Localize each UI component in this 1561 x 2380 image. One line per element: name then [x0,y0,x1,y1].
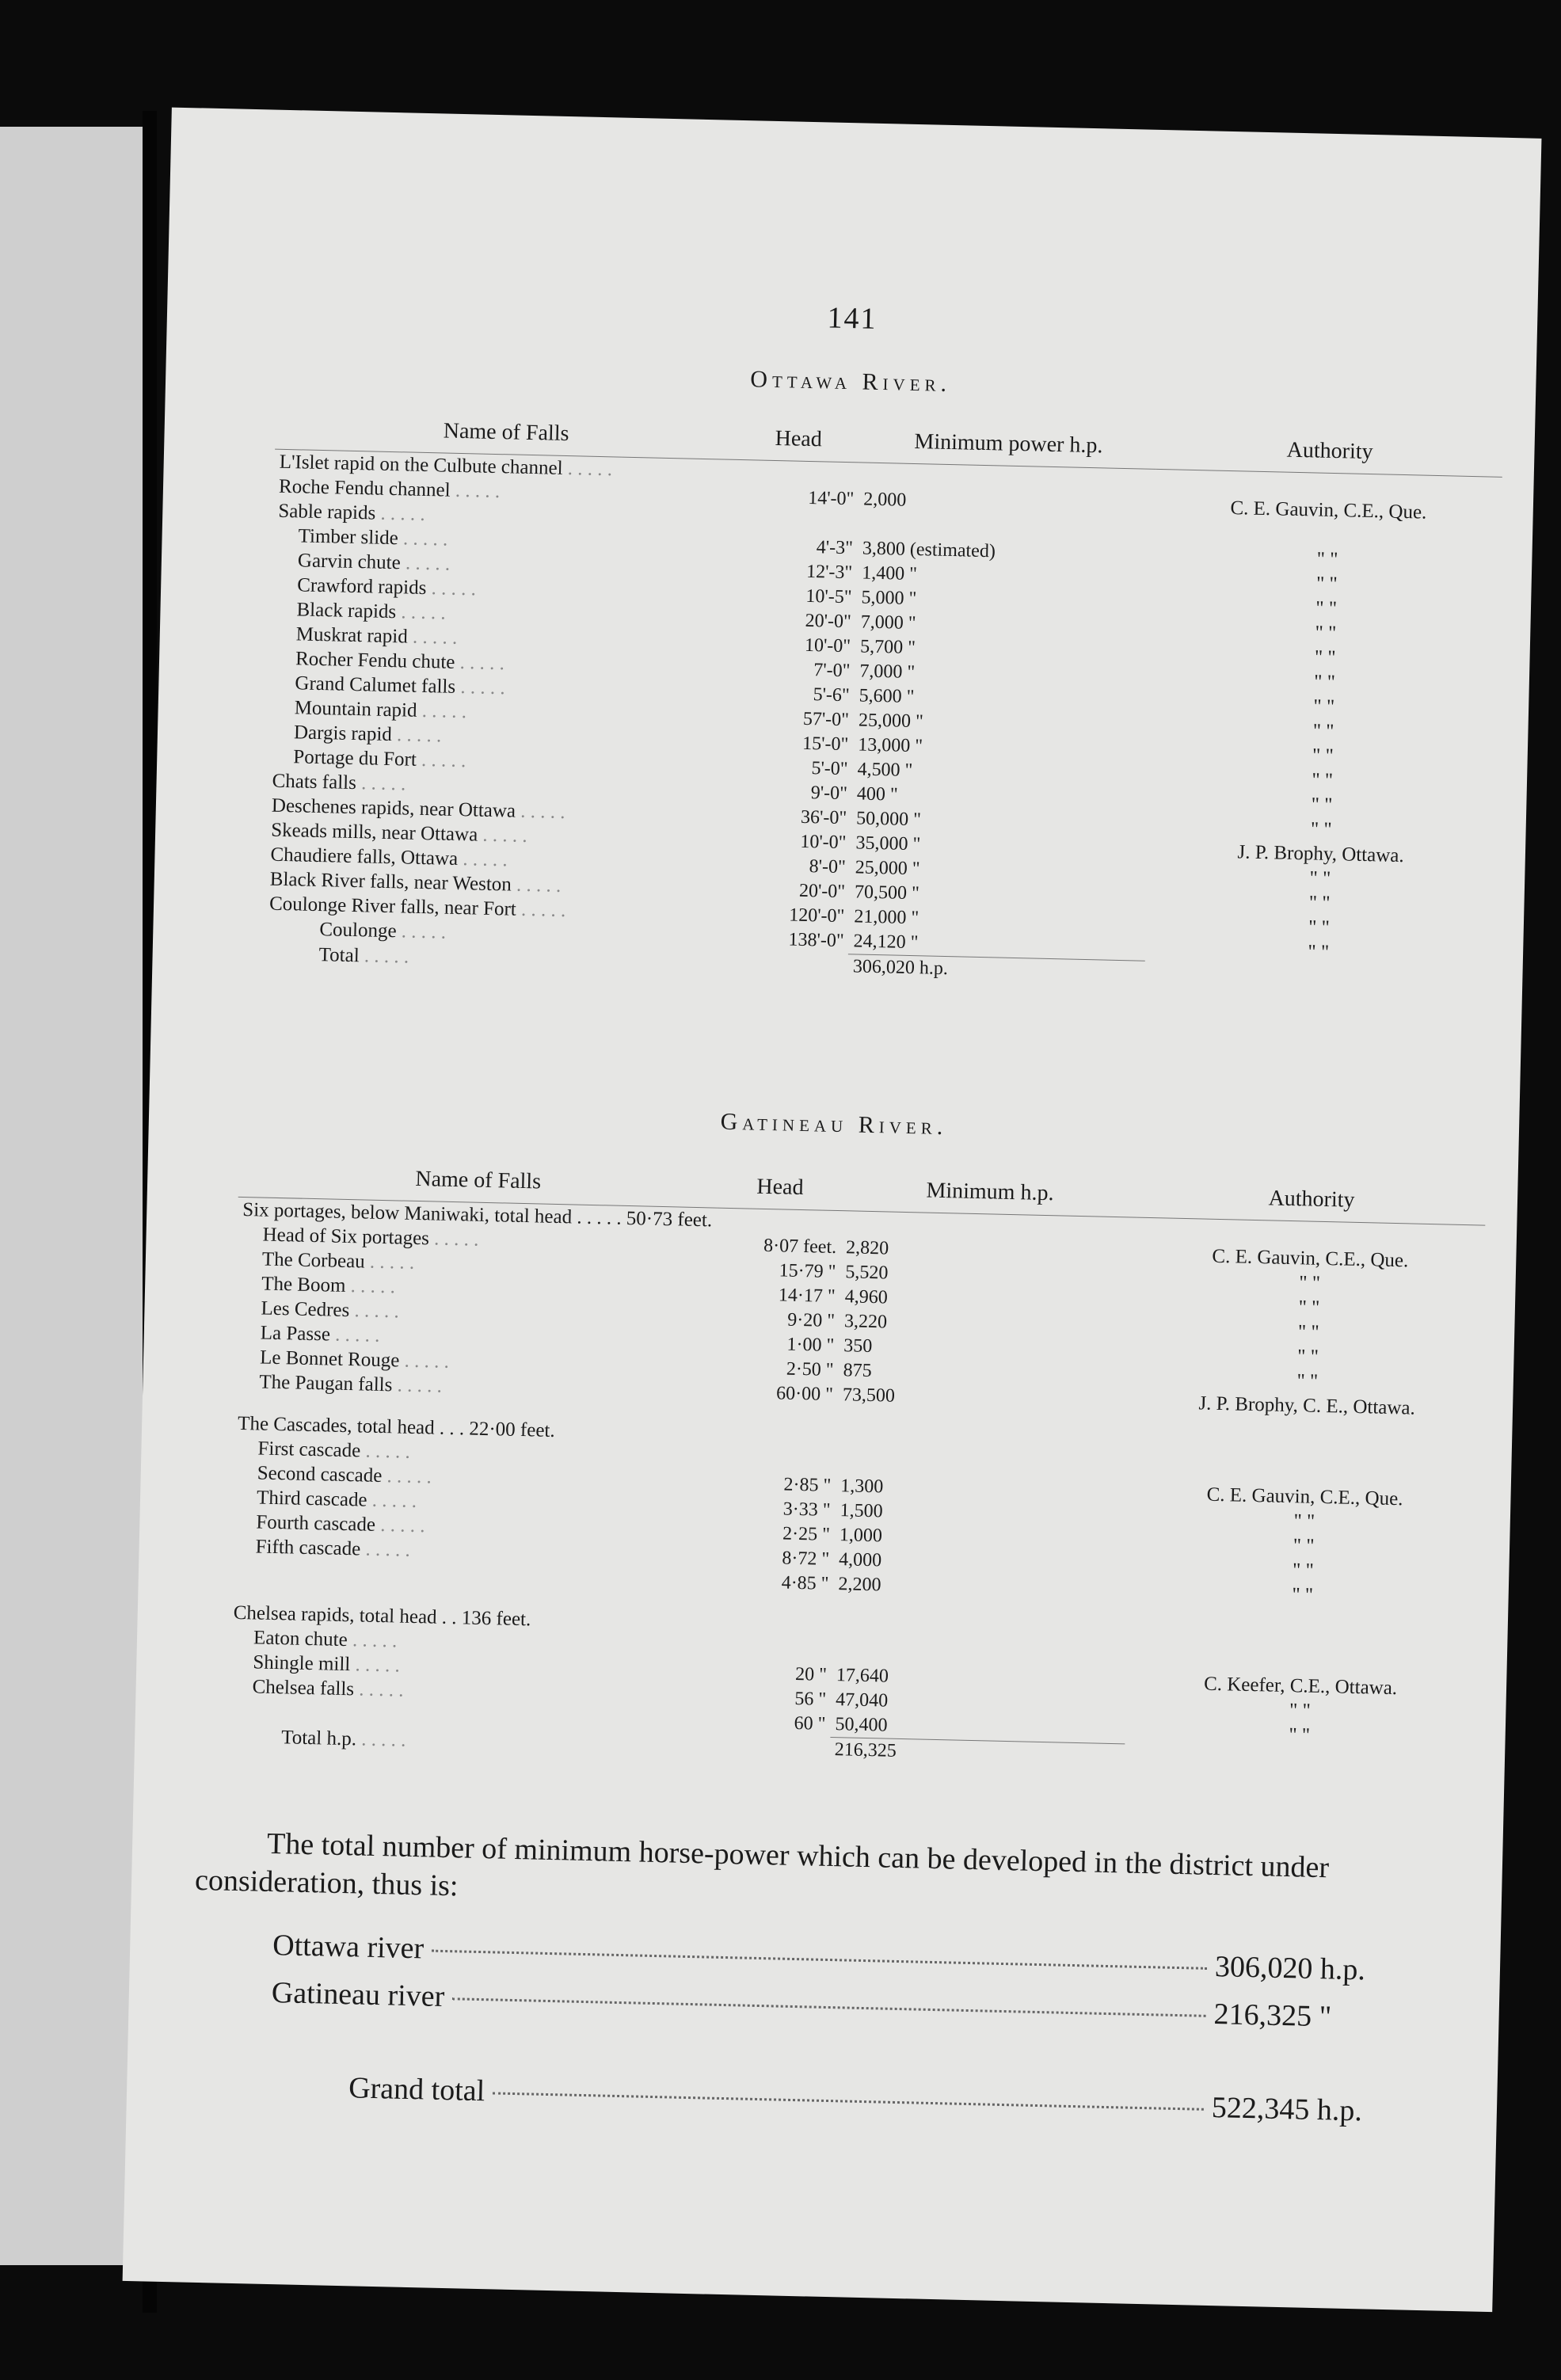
facing-page-edge [0,127,150,2265]
head-cell: 57'-0" [802,708,850,731]
total-label: Total . . . [263,941,725,977]
summary-label: Gatineau river [271,1976,445,2014]
col-name-header: Name of Falls [238,1155,718,1208]
authority-cell: " " [1312,744,1334,767]
head-cell: 8·07 feet. [763,1235,837,1258]
authority-cell: " " [1296,1346,1319,1368]
falls-name-cell: Shingle mill . . . [227,1650,706,1685]
falls-name-cell: Head of Six portages . . . [237,1222,716,1258]
falls-name-cell: Le Bonnet Rouge . . . [234,1345,714,1380]
head-cell: 10'-0" [804,634,851,657]
power-cell: 4,000 [838,1549,882,1571]
power-cell: 400 " [856,783,898,805]
head-cell [736,459,859,487]
authority-cell: C. E. Gauvin, C.E., Que. [1212,1245,1409,1272]
authority-cell: " " [1315,597,1338,620]
authority-cell: " " [1293,1535,1315,1557]
authority-cell: " " [1308,916,1331,939]
gatineau-falls-table [226,1155,1487,1777]
head-cell: 3·33 " [782,1498,831,1521]
authority-cell: " " [1314,646,1336,669]
falls-name-cell: Roche Fendu channel . . . [274,474,736,509]
head-cell [707,1594,833,1639]
falls-name-cell: La Passe . . . [234,1320,714,1356]
falls-name-cell: Grand Calumet falls . . . [269,671,731,706]
head-cell [707,1636,832,1663]
head-cell: 138'-0" [788,929,844,952]
summary-label: Ottawa river [272,1929,425,1966]
grand-total-line [348,2069,1411,2131]
dot-leader [493,2092,1204,2110]
power-cell: 7,000 " [859,661,916,684]
power-cell: 350 [843,1335,873,1358]
falls-name-cell: Garvin chute . . . [272,548,734,583]
power-cell: 4,500 " [857,759,913,782]
power-cell: 21,000 " [854,906,919,929]
dot-leader [452,1997,1205,2017]
head-cell: 2·85 " [783,1474,832,1496]
authority-cell: " " [1313,671,1336,694]
head-cell: 56 " [794,1688,827,1710]
falls-name-cell: Black River falls, near Weston . . . [265,867,726,902]
col-head-header: Head [717,1166,843,1211]
authority-cell: " " [1315,622,1337,645]
power-cell: 3,220 [843,1311,888,1333]
total-value: 216,325 [829,1737,1125,1769]
falls-name-cell: Chats falls . . . [267,769,729,804]
falls-name-cell: Coulonge River falls, near Fort . . . [265,892,726,927]
col-power-header: Minimum h.p. [842,1168,1138,1217]
falls-name-cell: Third cascade . . . [231,1485,710,1521]
power-cell: 70,500 " [854,882,920,904]
authority-cell: J. P. Brophy, C. E., Ottawa. [1198,1392,1416,1419]
col-power-header: Minimum power h.p. [859,420,1157,469]
falls-name-cell: Chelsea rapids, total head . . 136 feet. [233,1601,531,1631]
falls-name-cell: Dargis rapid . . . [268,720,730,755]
total-head-blank [705,1735,830,1762]
falls-name-cell: Les Cedres . . . [235,1296,714,1331]
authority-cell: " " [1315,573,1338,596]
document-page [123,108,1542,2313]
power-cell: 13,000 " [858,734,923,757]
head-cell: 5'-6" [813,684,851,706]
authority-cell: " " [1296,1370,1319,1392]
head-cell: 9'-0" [810,783,848,805]
power-cell: 7,000 " [860,611,916,634]
dot-leader [432,1950,1207,1970]
authority-cell: " " [1292,1559,1315,1582]
page-number: 141 [827,301,878,336]
falls-name-cell: The Corbeau . . . [237,1247,716,1282]
power-cell: 73,500 [842,1384,896,1407]
head-cell: 20 " [794,1663,828,1685]
head-cell: 36'-0" [800,806,847,829]
falls-name-cell: Mountain rapid . . . [268,695,730,730]
authority-cell: " " [1311,794,1333,817]
authority-cell: " " [1292,1584,1314,1606]
falls-name-cell: Muskrat rapid . . . [271,622,733,657]
falls-name-cell: Six portages, below Maniwaki, total head . . . . . 50·73 feet. [242,1198,713,1232]
power-cell: 1,500 [840,1500,883,1522]
power-cell: 17,640 [836,1665,889,1687]
falls-name-cell: Sable rapids . . . [273,499,735,534]
authority-cell: " " [1312,720,1334,743]
total-head-blank [725,951,848,979]
power-cell: 2,000 [863,489,907,511]
power-cell: 47,040 [835,1689,889,1712]
head-cell: 14·17 " [778,1285,836,1307]
power-cell: 25,000 " [855,857,920,880]
falls-name-cell: Crawford rapids . . . [272,573,733,607]
power-cell: 50,400 [835,1714,888,1736]
power-cell: 5,000 " [861,587,917,610]
grand-total-label: Grand total [348,2071,485,2108]
authority-cell: " " [1312,769,1334,792]
authority-cell: C. E. Gauvin, C.E., Que. [1206,1483,1403,1510]
head-cell [717,1208,842,1236]
summary-value: 306,020 h.p. [1214,1950,1366,1987]
head-cell: 2·50 " [786,1358,834,1380]
power-cell: 2,820 [845,1237,889,1259]
col-authority-header: Authority [1137,1175,1487,1225]
falls-name-cell: Chaudiere falls, Ottawa . . . [265,843,727,878]
head-cell: 8·72 " [782,1548,830,1570]
head-cell: 20'-0" [798,880,846,903]
total-value: 306,020 h.p. [848,954,1146,986]
authority-cell: J. P. Brophy, Ottawa. [1237,841,1404,867]
power-cell: 1,400 " [861,562,918,585]
authority-cell: " " [1313,695,1335,718]
authority-cell: " " [1310,818,1332,841]
head-cell [711,1446,836,1474]
head-cell: 120'-0" [788,904,845,927]
power-cell: 5,600 " [859,685,915,708]
head-cell: 5'-0" [811,758,848,780]
ottawa-table-body [263,449,1502,993]
authority-cell: C. E. Gauvin, C.E., Que. [1230,497,1427,524]
head-cell: 2·25 " [782,1523,831,1545]
power-cell: 25,000 " [858,710,924,733]
authority-cell: " " [1298,1297,1320,1319]
falls-name-cell: Coulonge . . . [264,916,725,952]
head-cell: 20'-0" [805,610,852,633]
total-label: Total h.p. . . . [226,1723,705,1759]
authority-cell: C. Keefer, C.E., Ottawa. [1203,1673,1398,1700]
ottawa-river-heading: Ottawa River. [750,366,952,398]
head-cell: 1·00 " [786,1334,835,1356]
falls-name-cell: L'Islet rapid on the Culbute channel . . . [274,449,736,485]
head-cell: 12'-3" [805,561,853,584]
head-cell: 9·20 " [786,1309,836,1331]
head-cell: 60 " [794,1712,826,1735]
authority-cell: " " [1297,1321,1319,1343]
head-cell: 8'-0" [809,856,847,878]
power-cell: 24,120 " [853,931,919,954]
head-cell: 7'-0" [813,660,851,682]
head-cell: 60·00 " [775,1383,834,1405]
falls-name-cell: Deschenes rapids, near Ottawa . . . [267,794,729,828]
power-cell: 5,520 [845,1262,889,1284]
falls-name-cell: Rocher Fendu chute . . . [270,646,732,681]
falls-name-cell: Fourth cascade . . . [230,1510,710,1545]
falls-name-cell: Eaton chute . . . [228,1625,707,1661]
falls-name-cell: Black rapids . . . [271,597,733,632]
head-cell: 15·79 " [779,1260,836,1282]
authority-cell: " " [1299,1272,1321,1294]
summary-section [189,1823,1415,2141]
falls-name-cell: First cascade . . . [232,1436,711,1472]
power-cell: 1,000 [839,1525,883,1547]
falls-name-cell: Portage du Fort . . . [268,744,729,779]
col-name-header: Name of Falls [275,407,737,460]
falls-name-cell: Second cascade . . . [231,1460,710,1496]
summary-intro: The total number of minimum horse-power which can be developed in the district under consideration, thus is: [194,1826,1330,1903]
power-cell: 875 [843,1360,872,1382]
authority-cell: " " [1293,1510,1315,1533]
head-cell: 4'-3" [816,537,854,559]
power-cell: 50,000 " [855,808,922,831]
falls-name-cell: Skeads mills, near Ottawa . . . [266,818,728,853]
grand-total-value: 522,345 h.p. [1211,2091,1363,2128]
col-authority-header: Authority [1156,427,1503,477]
power-cell: 1,300 [840,1476,884,1498]
falls-name-cell: The Cascades, total head . . . 22·00 feet. [237,1412,555,1441]
authority-cell: " " [1309,867,1331,890]
head-cell: 10'-5" [805,585,852,608]
power-cell: 35,000 " [855,832,921,855]
power-cell: 3,800 (estimated) [862,538,996,562]
falls-name-cell: Chelsea falls . . . [227,1674,706,1710]
falls-name-cell: The Paugan falls . . . [234,1369,713,1405]
authority-cell: " " [1289,1700,1312,1722]
head-cell: 14'-0" [807,487,855,510]
gatineau-river-heading: Gatineau River. [720,1108,948,1140]
authority-cell: " " [1308,892,1331,915]
col-head-header: Head [737,417,861,463]
power-cell [832,1597,1129,1645]
summary-value: 216,325 " [1213,1997,1332,2034]
head-cell: 4·85 " [781,1572,829,1594]
power-cell: 5,700 " [859,636,916,659]
head-cell: 10'-0" [800,831,847,854]
falls-name-cell: The Boom . . . [236,1271,715,1307]
power-cell [836,1407,1133,1456]
falls-name-cell: Fifth cascade . . . [230,1534,709,1570]
power-cell: 4,960 [844,1286,889,1308]
authority-cell: " " [1316,548,1338,571]
head-cell [735,509,859,537]
head-cell: 15'-0" [801,733,849,756]
ottawa-falls-table [263,407,1503,994]
head-cell [712,1405,838,1450]
authority-cell: " " [1289,1724,1311,1746]
authority-cell: " " [1308,941,1330,964]
power-cell: 2,200 [838,1574,881,1596]
gatineau-table-body [226,1197,1485,1776]
falls-name-cell: Timber slide . . . [272,524,734,558]
